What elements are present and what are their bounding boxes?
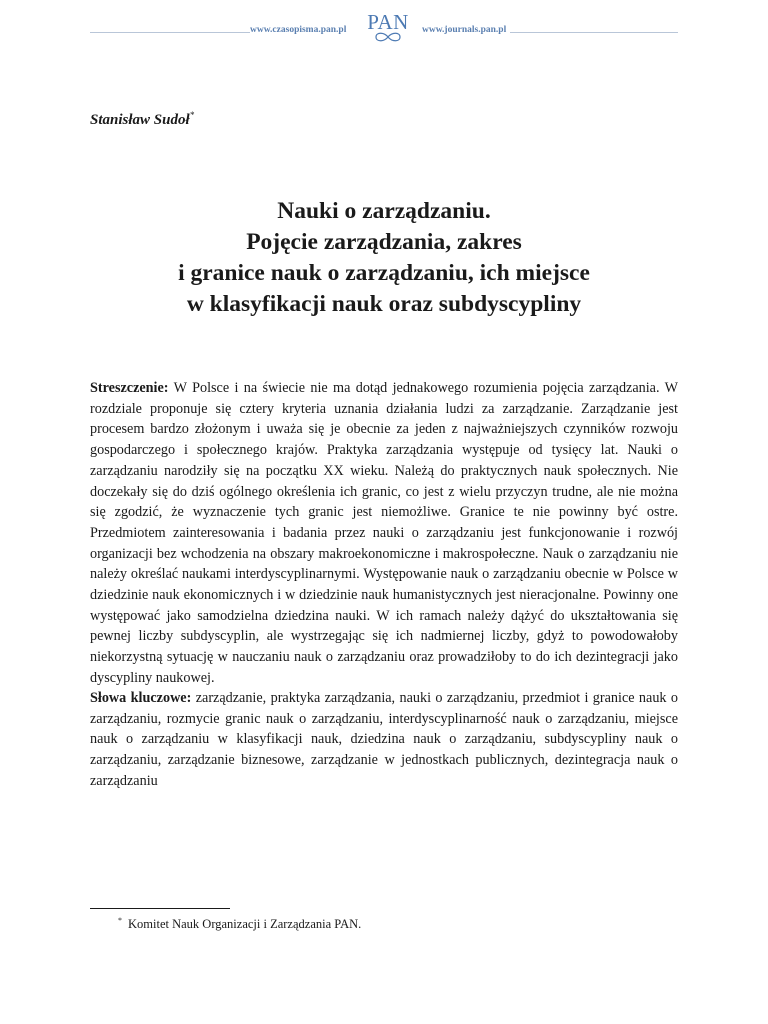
- title-line-3: i granice nauk o zarządzaniu, ich miejsce: [178, 260, 590, 286]
- article-title: [90, 196, 678, 320]
- header-rule-right: [510, 32, 678, 33]
- footnote-text: Komitet Nauk Organizacji i Zarządzania PAN.: [128, 917, 362, 932]
- header-rule-left: [90, 32, 250, 33]
- keywords-label: Słowa kluczowe:: [90, 690, 192, 706]
- pan-logo-text: PAN: [367, 10, 409, 34]
- abstract-label: Streszczenie:: [90, 380, 169, 396]
- abstract-text: W Polsce i na świecie nie ma dotąd jednakowego rozumienia pojęcia zarządzania. W rozdziale proponuje się cztery kryteria uznania działania ludzi za zarządzanie. Zarządzanie jest procesem bardzo złożonym i uważa się je obecnie za jeden z najważniejszych czynników rozwoju gospodarczego i społecznego krajów. Praktyka zarządzania występuje od tysięcy lat. Nauki o zarządzaniu narodziły się na początku XX wieku. Należą do praktycznych nauk społecznych. Nie doczekały się do dziś ogólnego określenia ich granic, co jest z wielu przyczyn trudne, ale nie można się zgodzić, że wyznaczenie tych granic jest niemożliwe. Granice te nie powinny być ostre. Przedmiotem zainteresowania i badania przez nauki o zarządzaniu jest funkcjonowanie i rozwój organizacji bez wchodzenia na obszary makroekonomiczne i makrospołeczne. Nauk o zarządzaniu nie należy określać naukami interdyscyplinarnymi. Występowanie nauk o zarządzaniu obecnie w Polsce w dziedzinie nauk ekonomicznych i w dziedzinie nauk humanistycznych jest nieracjonalne. Powinny one występować jako samodzielna dziedzina nauki. W ich ramach należy dążyć do ukształtowania się pewnej liczby subdyscyplin, ale wystrzegając się ich nadmiernej liczby, gdyż to powodowałoby niekorzystną sytuację w nauczaniu nauk o zarządzaniu oraz prowadziłoby to do ich dezintegracji jako dyscypliny naukowej.: [90, 380, 678, 686]
- footnote-marker: *: [118, 916, 122, 925]
- keywords-paragraph: [90, 688, 678, 792]
- pan-logo: [356, 12, 420, 44]
- title-line-4: w klasyfikacji nauk oraz subdyscypliny: [186, 291, 582, 317]
- page-header: [0, 10, 768, 46]
- author-name-text: Stanisław Sudoł: [90, 112, 190, 128]
- footnote-rule: [90, 908, 230, 909]
- keywords-text: zarządzanie, praktyka zarządzania, nauki o zarządzaniu, przedmiot i granice nauk o zarządzaniu, rozmycie granic nauk o zarządzaniu, interdyscyplinarność nauk o zarządzaniu, miejsce nauk o zarządzaniu w klasyfikacji nauk, dziedzina nauk o zarządzaniu, subdyscypliny nauk o zarządzaniu, zarządzanie biznesowe, zarządzanie w jednostkach publicznych, dezintegracja nauk o zarządzaniu: [90, 690, 678, 789]
- author-footnote-marker: *: [189, 110, 195, 120]
- abstract-paragraph: [90, 378, 678, 689]
- author-name: [90, 110, 194, 129]
- header-url-czasopisma[interactable]: www.czasopisma.pan.pl: [250, 25, 347, 35]
- title-line-1: Nauki o zarządzaniu.: [277, 198, 491, 224]
- title-line-2: Pojęcie zarządzania, zakres: [246, 229, 522, 255]
- header-url-journals[interactable]: www.journals.pan.pl: [422, 25, 507, 35]
- footnote: [118, 916, 361, 932]
